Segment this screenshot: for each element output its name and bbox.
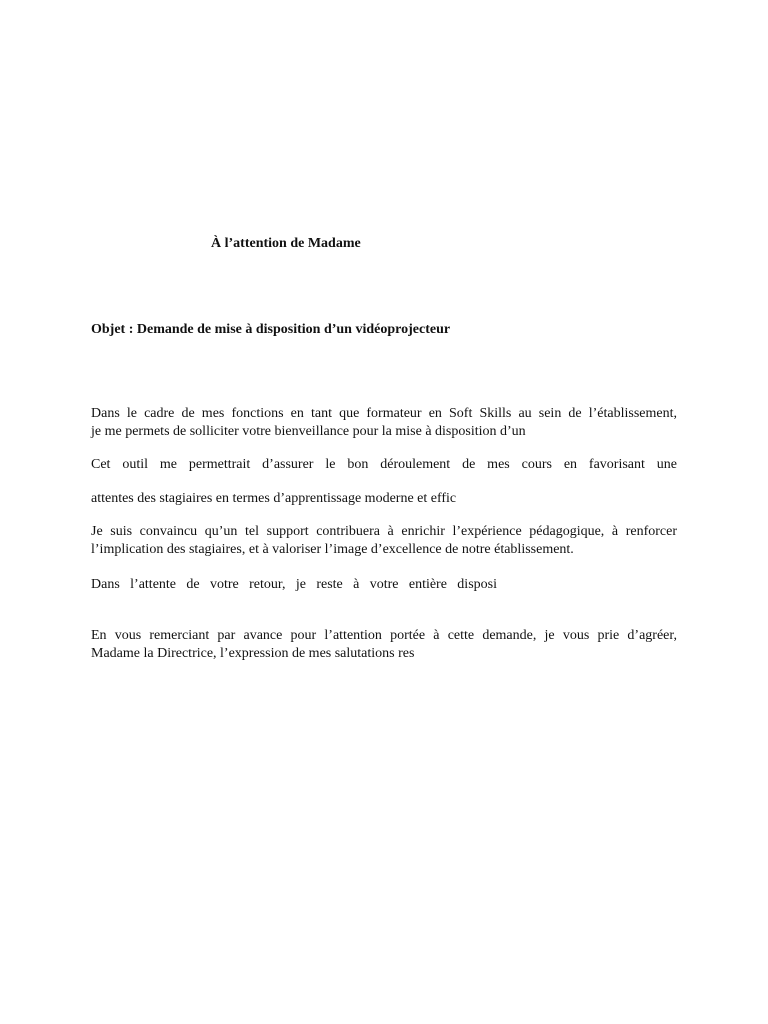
paragraph-conviction-line-1: Je suis convaincu qu’un tel support contribuera à enrichir l’expérience pédagogique, à renforcer [91, 524, 677, 539]
recipient-line: À l’attention de Madame [211, 236, 361, 251]
paragraph-purpose [91, 456, 677, 474]
paragraph-introduction-line-2: je me permets de solliciter votre bienveillance pour la mise à disposition d’un [91, 424, 526, 439]
paragraph-expectations-line-1: attentes des stagiaires en termes d’apprentissage moderne et effic [91, 491, 457, 506]
paragraph-availability [91, 576, 677, 594]
paragraph-expectations [91, 490, 677, 508]
paragraph-conviction-line-2: l’implication des stagiaires, et à valoriser l’image d’excellence de notre établissement. [91, 542, 574, 557]
paragraph-closing-line-1: En vous remerciant par avance pour l’attention portée à cette demande, je vous prie d’agréer, [91, 628, 677, 643]
paragraph-availability-line-1: Dans l’attente de votre retour, je reste à votre entière disposi [91, 577, 497, 592]
paragraph-purpose-line-1: Cet outil me permettrait d’assurer le bon déroulement de mes cours en favorisant une [91, 457, 677, 472]
paragraph-closing-line-2: Madame la Directrice, l’expression de mes salutations res [91, 646, 415, 661]
subject-line: Objet : Demande de mise à disposition d’un vidéoprojecteur [91, 322, 451, 337]
paragraph-closing [91, 627, 677, 663]
paragraph-introduction [91, 405, 677, 441]
paragraph-introduction-line-1: Dans le cadre de mes fonctions en tant que formateur en Soft Skills au sein de l’établissement, [91, 406, 677, 421]
paragraph-conviction [91, 523, 677, 559]
